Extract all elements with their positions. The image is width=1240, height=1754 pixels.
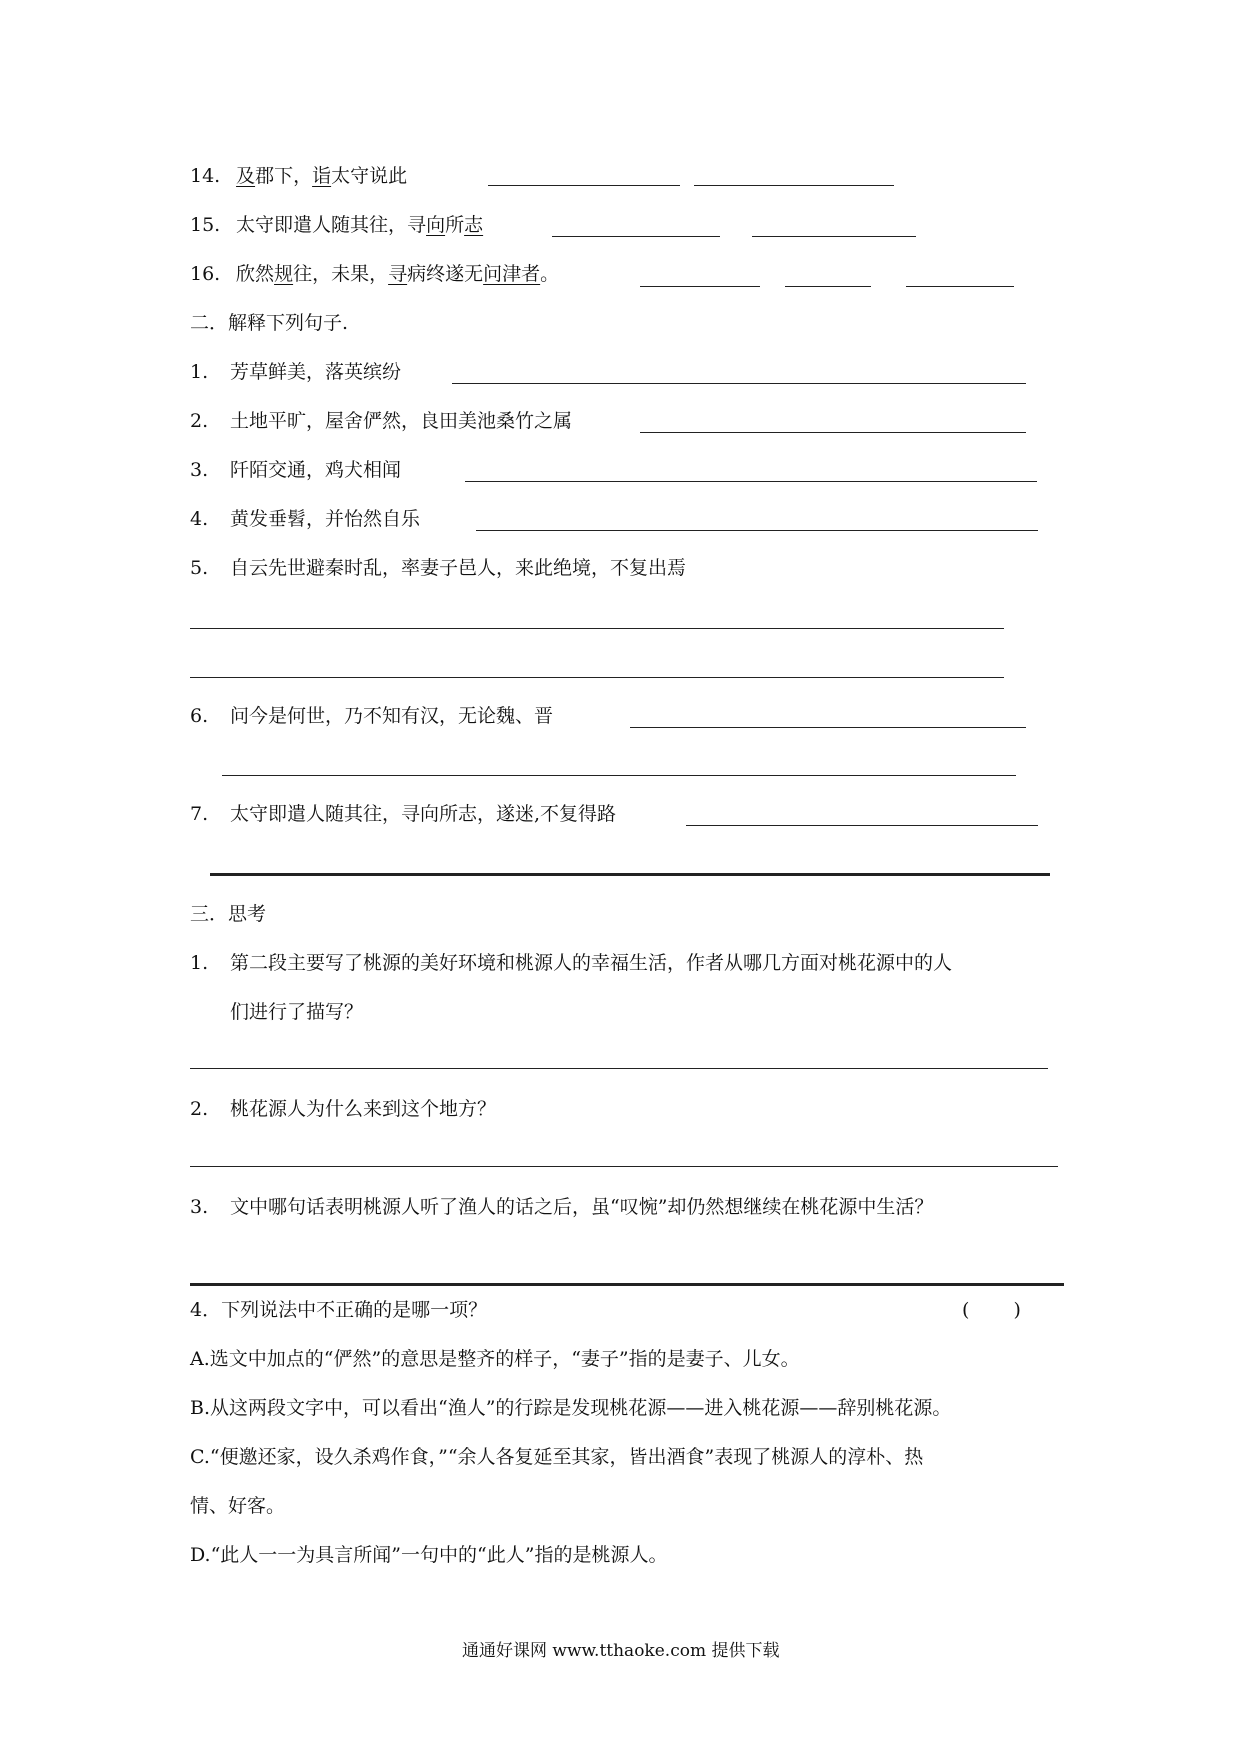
answer-line [552,236,720,237]
option-d: D.“此人一一为具言所闻”一句中的“此人”指的是桃源人。 [190,1544,668,1566]
question-number: 3. [190,459,209,481]
question-text [236,214,483,236]
question-number: 3. [190,1196,209,1218]
question-text: 文中哪句话表明桃源人听了渔人的话之后，虽“叹惋”却仍然想继续在桃花源中生活？ [230,1196,934,1218]
underlined-word: 向 [426,214,446,236]
question-number: 6. [190,705,209,727]
sentence-text: 芳草鲜美，落英缤纷 [230,361,402,383]
text-segment: 欣然 [236,263,275,285]
question-text [236,165,407,187]
question-text: 桃花源人为什么来到这个地方？ [230,1098,497,1120]
text-segment: 郡下， [255,165,313,187]
answer-parentheses: ( ) [962,1299,1021,1321]
text-segment: 所 [445,214,465,236]
answer-line [190,628,1004,629]
text-segment: 往，未果， [293,263,389,285]
section-heading-2: 二．解释下列句子. [190,312,349,334]
answer-line [210,873,1050,876]
question-number: 2. [190,410,209,432]
answer-line [190,1283,1064,1286]
underlined-word: 及 [236,165,256,187]
answer-line [686,825,1038,826]
question-16 [190,262,559,286]
question-number: 5. [190,557,209,579]
section-heading-3: 三．思考 [190,903,267,925]
sentence-2 [190,409,572,433]
sentence-text: 土地平旷，屋舍俨然，良田美池桑竹之属 [230,410,573,432]
sentence-text: 阡陌交通，鸡犬相闻 [230,459,402,481]
underlined-word: 规 [274,263,294,285]
text-segment: 太守说此 [331,165,408,187]
option-c: C.“便邀还家，设久杀鸡作食，”“余人各复延至其家，皆出酒食”表现了桃源人的淳朴、热 [190,1446,924,1468]
question-number: 2. [190,1098,209,1120]
sentence-3 [190,458,401,482]
sentence-1 [190,360,401,384]
question-number: 4. [190,508,209,530]
answer-line [906,286,1014,287]
underlined-word: 寻 [388,263,408,285]
sentence-text: 问今是何世，乃不知有汉，无论魏、晋 [230,705,554,727]
question-number: 15. [190,214,221,236]
think-question-3 [190,1195,933,1219]
answer-line [452,383,1026,384]
answer-line [640,432,1026,433]
sentence-text: 黄发垂髫，并怡然自乐 [230,508,421,530]
sentence-text: 太守即遣人随其往，寻向所志，遂迷,不复得路 [230,803,617,825]
sentence-4 [190,507,420,531]
underlined-word: 问津者 [483,263,541,285]
text-segment: 病终遂无 [407,263,484,285]
sentence-6 [190,704,553,728]
answer-line [752,236,916,237]
text-segment: 太守即遣人随其往，寻 [236,214,427,236]
answer-line [630,727,1026,728]
answer-line [465,481,1037,482]
option-c-cont: 情、好客。 [190,1495,286,1517]
question-text [236,263,559,285]
answer-line [190,1166,1058,1167]
answer-line [190,677,1004,678]
question-text: 第二段主要写了桃源的美好环境和桃源人的幸福生活，作者从哪几方面对桃花源中的人 [230,952,953,974]
page-footer: 通通好课网 www.tthaoke.com 提供下载 [462,1641,780,1661]
question-number: 16. [190,263,221,285]
answer-line [785,286,871,287]
sentence-5 [190,556,686,580]
answer-line [694,185,894,186]
option-b: B.从这两段文字中，可以看出“渔人”的行踪是发现桃花源——进入桃花源——辞别桃花源。 [190,1397,952,1419]
question-15 [190,213,483,237]
answer-line [476,530,1038,531]
choice-question-4: 4．下列说法中不正确的是哪一项？ [190,1299,488,1321]
answer-line [488,185,680,186]
question-number: 1. [190,952,209,974]
think-question-2 [190,1097,496,1121]
think-question-1 [190,951,952,975]
answer-line [222,775,1016,776]
option-a: A.选文中加点的“俨然”的意思是整齐的样子，“妻子”指的是妻子、儿女。 [190,1348,800,1370]
text-segment: 。 [540,263,560,285]
question-number: 14. [190,165,221,187]
answer-line [640,286,760,287]
underlined-word: 志 [464,214,484,236]
question-number: 7. [190,803,209,825]
underlined-word: 诣 [312,165,332,187]
think-question-1-cont: 们进行了描写？ [230,1001,364,1023]
question-number: 1. [190,361,209,383]
question-14 [190,164,407,188]
sentence-7 [190,802,616,826]
sentence-text: 自云先世避秦时乱，率妻子邑人，来此绝境，不复出焉 [230,557,687,579]
answer-line [190,1068,1048,1069]
